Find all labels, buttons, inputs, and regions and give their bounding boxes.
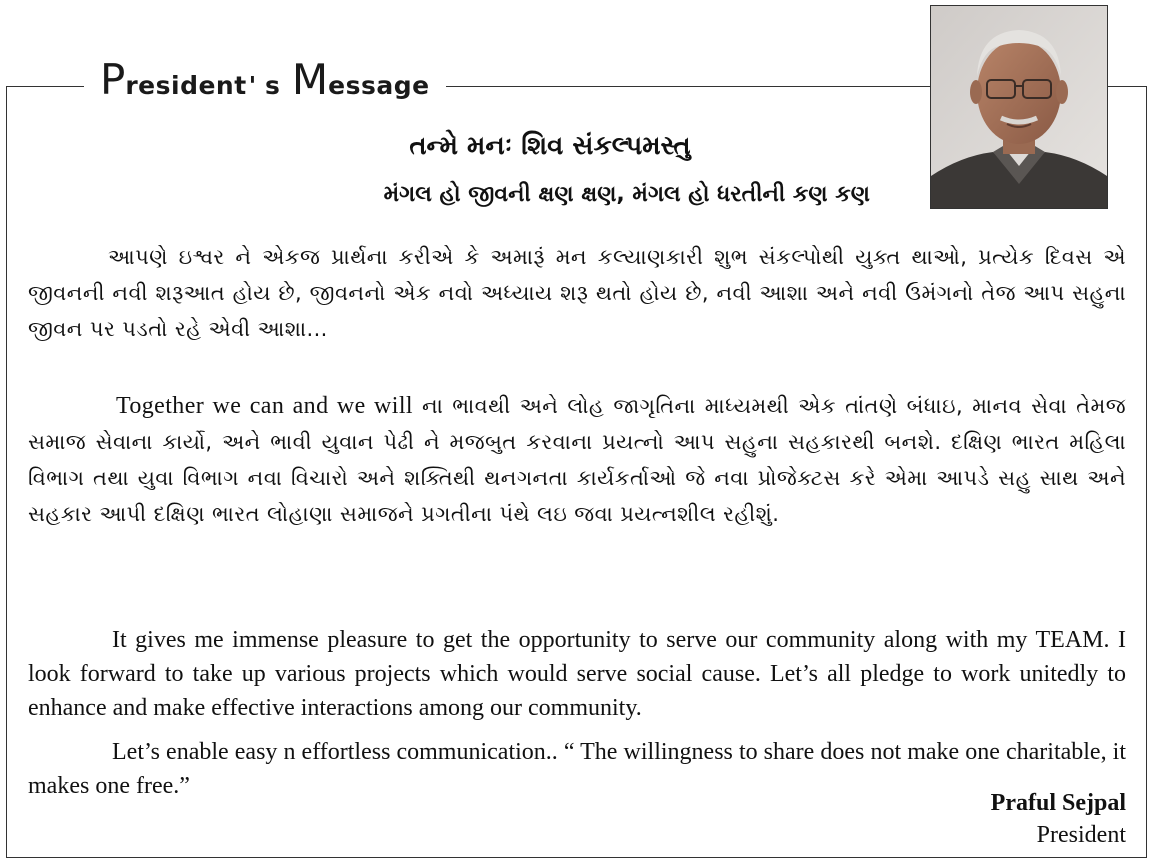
title-m-cap: M [291, 55, 329, 104]
portrait-photo [931, 6, 1107, 208]
paragraph-english-2: Let’s enable easy n effortless communication.. “ The willingness to share does not make one charitable, it makes one free.” [28, 739, 1126, 799]
portrait-frame [930, 5, 1108, 209]
title-p-rest: resident [125, 71, 247, 100]
page-title [84, 52, 446, 108]
signature-title: President [1036, 822, 1126, 848]
verse-line-1: તન્મે મનઃ શિવ સંકલ્પમસ્તુ [409, 131, 691, 161]
paragraph-english-1: It gives me immense pleasure to get the opportunity to serve our community along with my TEAM. I look forward to take up various projects which would serve social cause. Let’s all pledge to work unitedly to enhance and make effective interactions among our community. [28, 627, 1126, 721]
title-m-rest: essage [328, 71, 430, 100]
verse-line-2: મંગલ હો જીવની ક્ષણ ક્ષણ, મંગલ હો ધરતીની કણ કણ [383, 182, 870, 207]
title-p-cap: P [100, 55, 126, 104]
paragraph-gujarati-1: આપણે ઇશ્વર ને એકજ પ્રાર્થના કરીએ કે અમારૂં મન કલ્યાણકારી શુભ સંકલ્પોથી યુક્ત થાઓ, પ્રત્યેક દિવસ એ જીવનની નવી શરૂઆત હોય છે, જીવનનો એક નવો અધ્યાય શરૂ થતો હોય છે, નવી આશા અને નવી ઉમંગનો તેજ આપ સહુના જીવન પર પડતો રહે એવી આશા... [28, 245, 1126, 341]
title-apostrophe: ' s [248, 71, 280, 100]
paragraph-gujarati-2 [28, 388, 1126, 532]
paragraph-2-english-phrase: Together we can and we will [116, 393, 413, 419]
signature-name: Praful Sejpal [990, 790, 1126, 816]
paragraph-2-gujarati-text: ના ભાવથી અને લોહ જાગૃતિના માધ્યમથી એક તાંતણે બંધાઇ, માનવ સેવા તેમજ સમાજ સેવાના કાર્યો, અને ભાવી યુવાન પેઢી ને મજબુત કરવાના પ્રયત્નો આપ સહુના સહકારથી બનશે. દક્ષિણ ભારત મહિલા વિભાગ તથા યુવા વિભાગ નવા વિચારો અને શક્તિથી થનગનતા કાર્યકર્તાઓ જે નવા પ્રોજેક્ટસ કરે એમા આપડે સહુ સાથ અને સહકાર આપી દક્ષિણ ભારત લોહાણા સમાજને પ્રગતીના પંથે લઇ જવા પ્રયત્નશીલ રહીશું. [28, 394, 1126, 526]
